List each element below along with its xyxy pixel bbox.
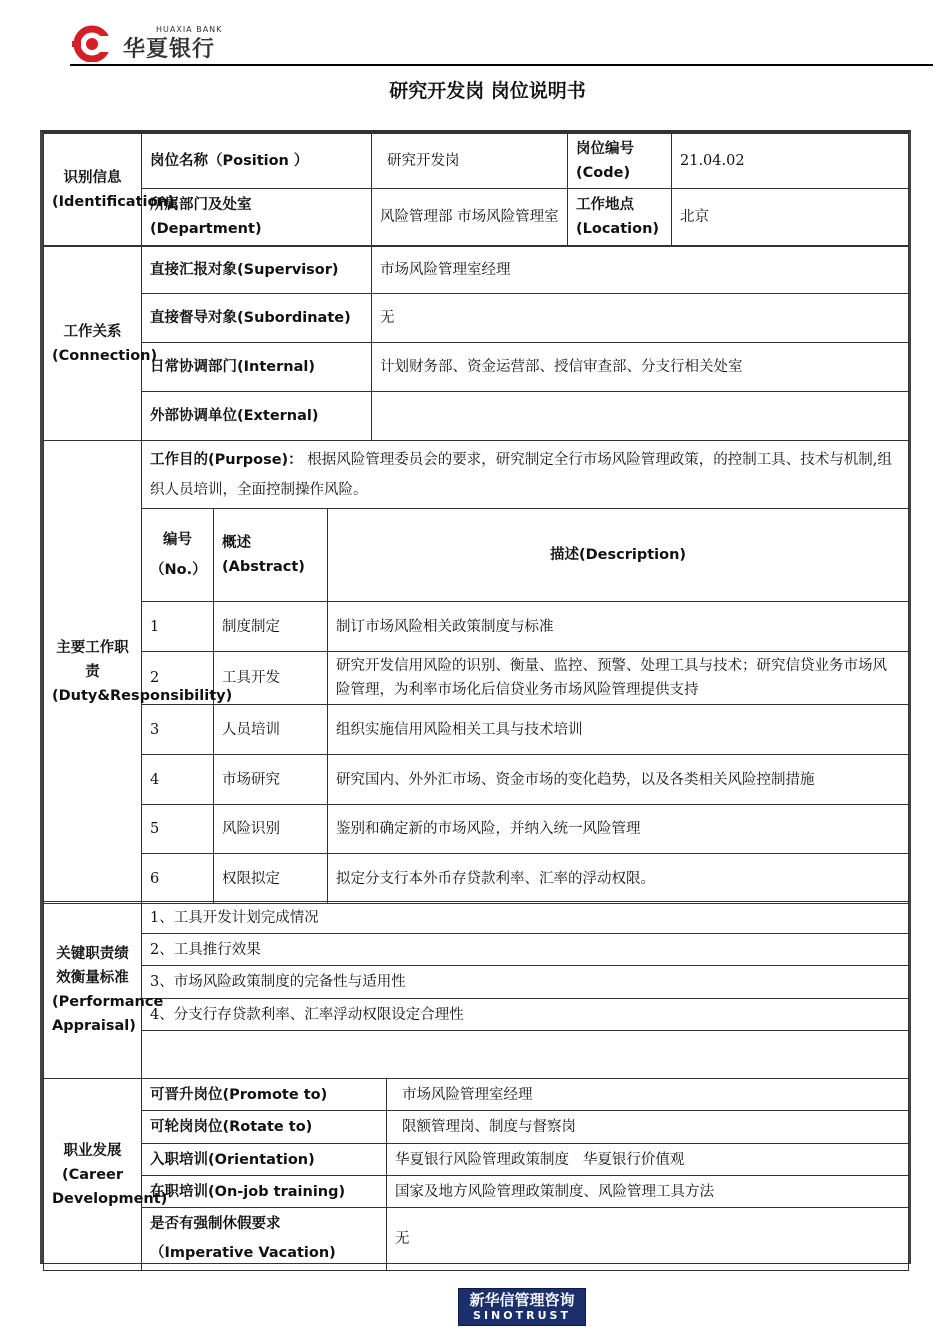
header-divider — [70, 64, 933, 66]
position-value: 研究开发岗 — [372, 134, 568, 189]
subordinate-label: 直接督导对象(Subordinate) — [142, 294, 372, 343]
duties-section — [43, 440, 909, 904]
duty-row — [44, 755, 909, 805]
appraisal-category: 关键职责绩效衡量标准(Performance Appraisal) — [44, 902, 142, 1079]
appraisal-item: 2、工具推行效果 — [142, 934, 909, 966]
identification-category: 识别信息(Identification) — [44, 134, 142, 246]
appraisal-empty — [142, 1031, 909, 1079]
department-label: 所属部门及处室(Department) — [142, 189, 372, 246]
code-label: 岗位编号(Code) — [568, 134, 672, 189]
promote-value: 市场风险管理室经理 — [387, 1079, 909, 1111]
rotate-value: 限额管理岗、制度与督察岗 — [387, 1111, 909, 1144]
duties-category: 主要工作职责(Duty&Responsibility) — [44, 441, 142, 904]
sinotrust-logo — [458, 1288, 586, 1326]
duty-description: 研究开发信用风险的识别、衡量、监控、预警、处理工具与技术；研究信贷业务市场风险管理，为利率市场化后信贷业务市场风险管理提供支持 — [328, 652, 909, 705]
identification-section — [43, 133, 909, 246]
brand-chinese: 华夏银行 — [123, 37, 216, 62]
col-no-header: 编号（No.） — [142, 509, 214, 602]
duty-abstract: 风险识别 — [214, 805, 328, 854]
onjob-training-value: 国家及地方风险管理政策制度、风险管理工具方法 — [387, 1176, 909, 1208]
location-value: 北京 — [672, 189, 909, 246]
duty-row — [44, 854, 909, 904]
consultant-chinese: 新华信管理咨询 — [469, 1291, 575, 1309]
rotate-label: 可轮岗岗位(Rotate to) — [142, 1111, 387, 1144]
appraisal-section — [43, 901, 909, 1079]
duty-abstract: 工具开发 — [214, 652, 328, 705]
external-value — [372, 392, 909, 441]
connection-section — [43, 246, 909, 441]
purpose-text: 根据风险管理委员会的要求，研究制定全行市场风险管理政策，的控制工具、技术与机制,组织人员培训，全面控制操作风险。 — [150, 451, 892, 498]
appraisal-item: 3、市场风险政策制度的完备性与适用性 — [142, 966, 909, 999]
supervisor-value: 市场风险管理室经理 — [372, 247, 909, 294]
orientation-value: 华夏银行风险管理政策制度 华夏银行价值观 — [387, 1144, 909, 1176]
consultant-english: SINOTRUST — [473, 1309, 571, 1322]
duty-no: 2 — [142, 652, 214, 705]
duty-description: 拟定分支行本外币存贷款利率、汇率的浮动权限。 — [328, 854, 909, 904]
duty-no: 5 — [142, 805, 214, 854]
external-label: 外部协调单位(External) — [142, 392, 372, 441]
duty-abstract: 人员培训 — [214, 705, 328, 755]
huaxia-bank-logo-icon — [70, 22, 110, 62]
subordinate-value: 无 — [372, 294, 909, 343]
connection-category: 工作关系(Connection) — [44, 247, 142, 441]
internal-value: 计划财务部、资金运营部、授信审查部、分支行相关处室 — [372, 343, 909, 392]
location-label: 工作地点(Location) — [568, 189, 672, 246]
col-abstract-header: 概述(Abstract) — [214, 509, 328, 602]
purpose-label: 工作目的(Purpose)： — [150, 451, 303, 468]
duty-no: 1 — [142, 602, 214, 652]
vacation-value: 无 — [387, 1208, 909, 1271]
duty-abstract: 权限拟定 — [214, 854, 328, 904]
career-category: 职业发展(Career Development) — [44, 1079, 142, 1271]
duty-description: 组织实施信用风险相关工具与技术培训 — [328, 705, 909, 755]
internal-label: 日常协调部门(Internal) — [142, 343, 372, 392]
duty-row — [44, 705, 909, 755]
duty-description: 鉴别和确定新的市场风险，并纳入统一风险管理 — [328, 805, 909, 854]
supervisor-label: 直接汇报对象(Supervisor) — [142, 247, 372, 294]
duty-no: 6 — [142, 854, 214, 904]
position-label: 岗位名称（Position ） — [142, 134, 372, 189]
duty-no: 3 — [142, 705, 214, 755]
appraisal-item: 4、分支行存贷款利率、汇率浮动权限设定合理性 — [142, 999, 909, 1031]
brand-english: HUAXIA BANK — [156, 25, 223, 34]
career-section — [43, 1078, 909, 1271]
onjob-training-label: 在职培训(On-job training) — [142, 1176, 387, 1208]
bottom-divider — [40, 1263, 911, 1264]
duty-description: 研究国内、外外汇市场、资金市场的变化趋势，以及各类相关风险控制措施 — [328, 755, 909, 805]
purpose-cell — [142, 441, 909, 509]
vacation-label: 是否有强制休假要求（Imperative Vacation) — [142, 1208, 387, 1271]
promote-label: 可晋升岗位(Promote to) — [142, 1079, 387, 1111]
orientation-label: 入职培训(Orientation) — [142, 1144, 387, 1176]
duty-abstract: 制度制定 — [214, 602, 328, 652]
code-value: 21.04.02 — [672, 134, 909, 189]
duty-abstract: 市场研究 — [214, 755, 328, 805]
department-value: 风险管理部 市场风险管理室 — [372, 189, 568, 246]
duty-row — [44, 602, 909, 652]
duty-description: 制订市场风险相关政策制度与标准 — [328, 602, 909, 652]
duty-no: 4 — [142, 755, 214, 805]
document-title: 研究开发岗 岗位说明书 — [389, 80, 586, 102]
col-description-header: 描述(Description) — [328, 509, 909, 602]
page-header — [0, 0, 950, 70]
appraisal-item: 1、工具开发计划完成情况 — [142, 902, 909, 934]
duty-row — [44, 805, 909, 854]
